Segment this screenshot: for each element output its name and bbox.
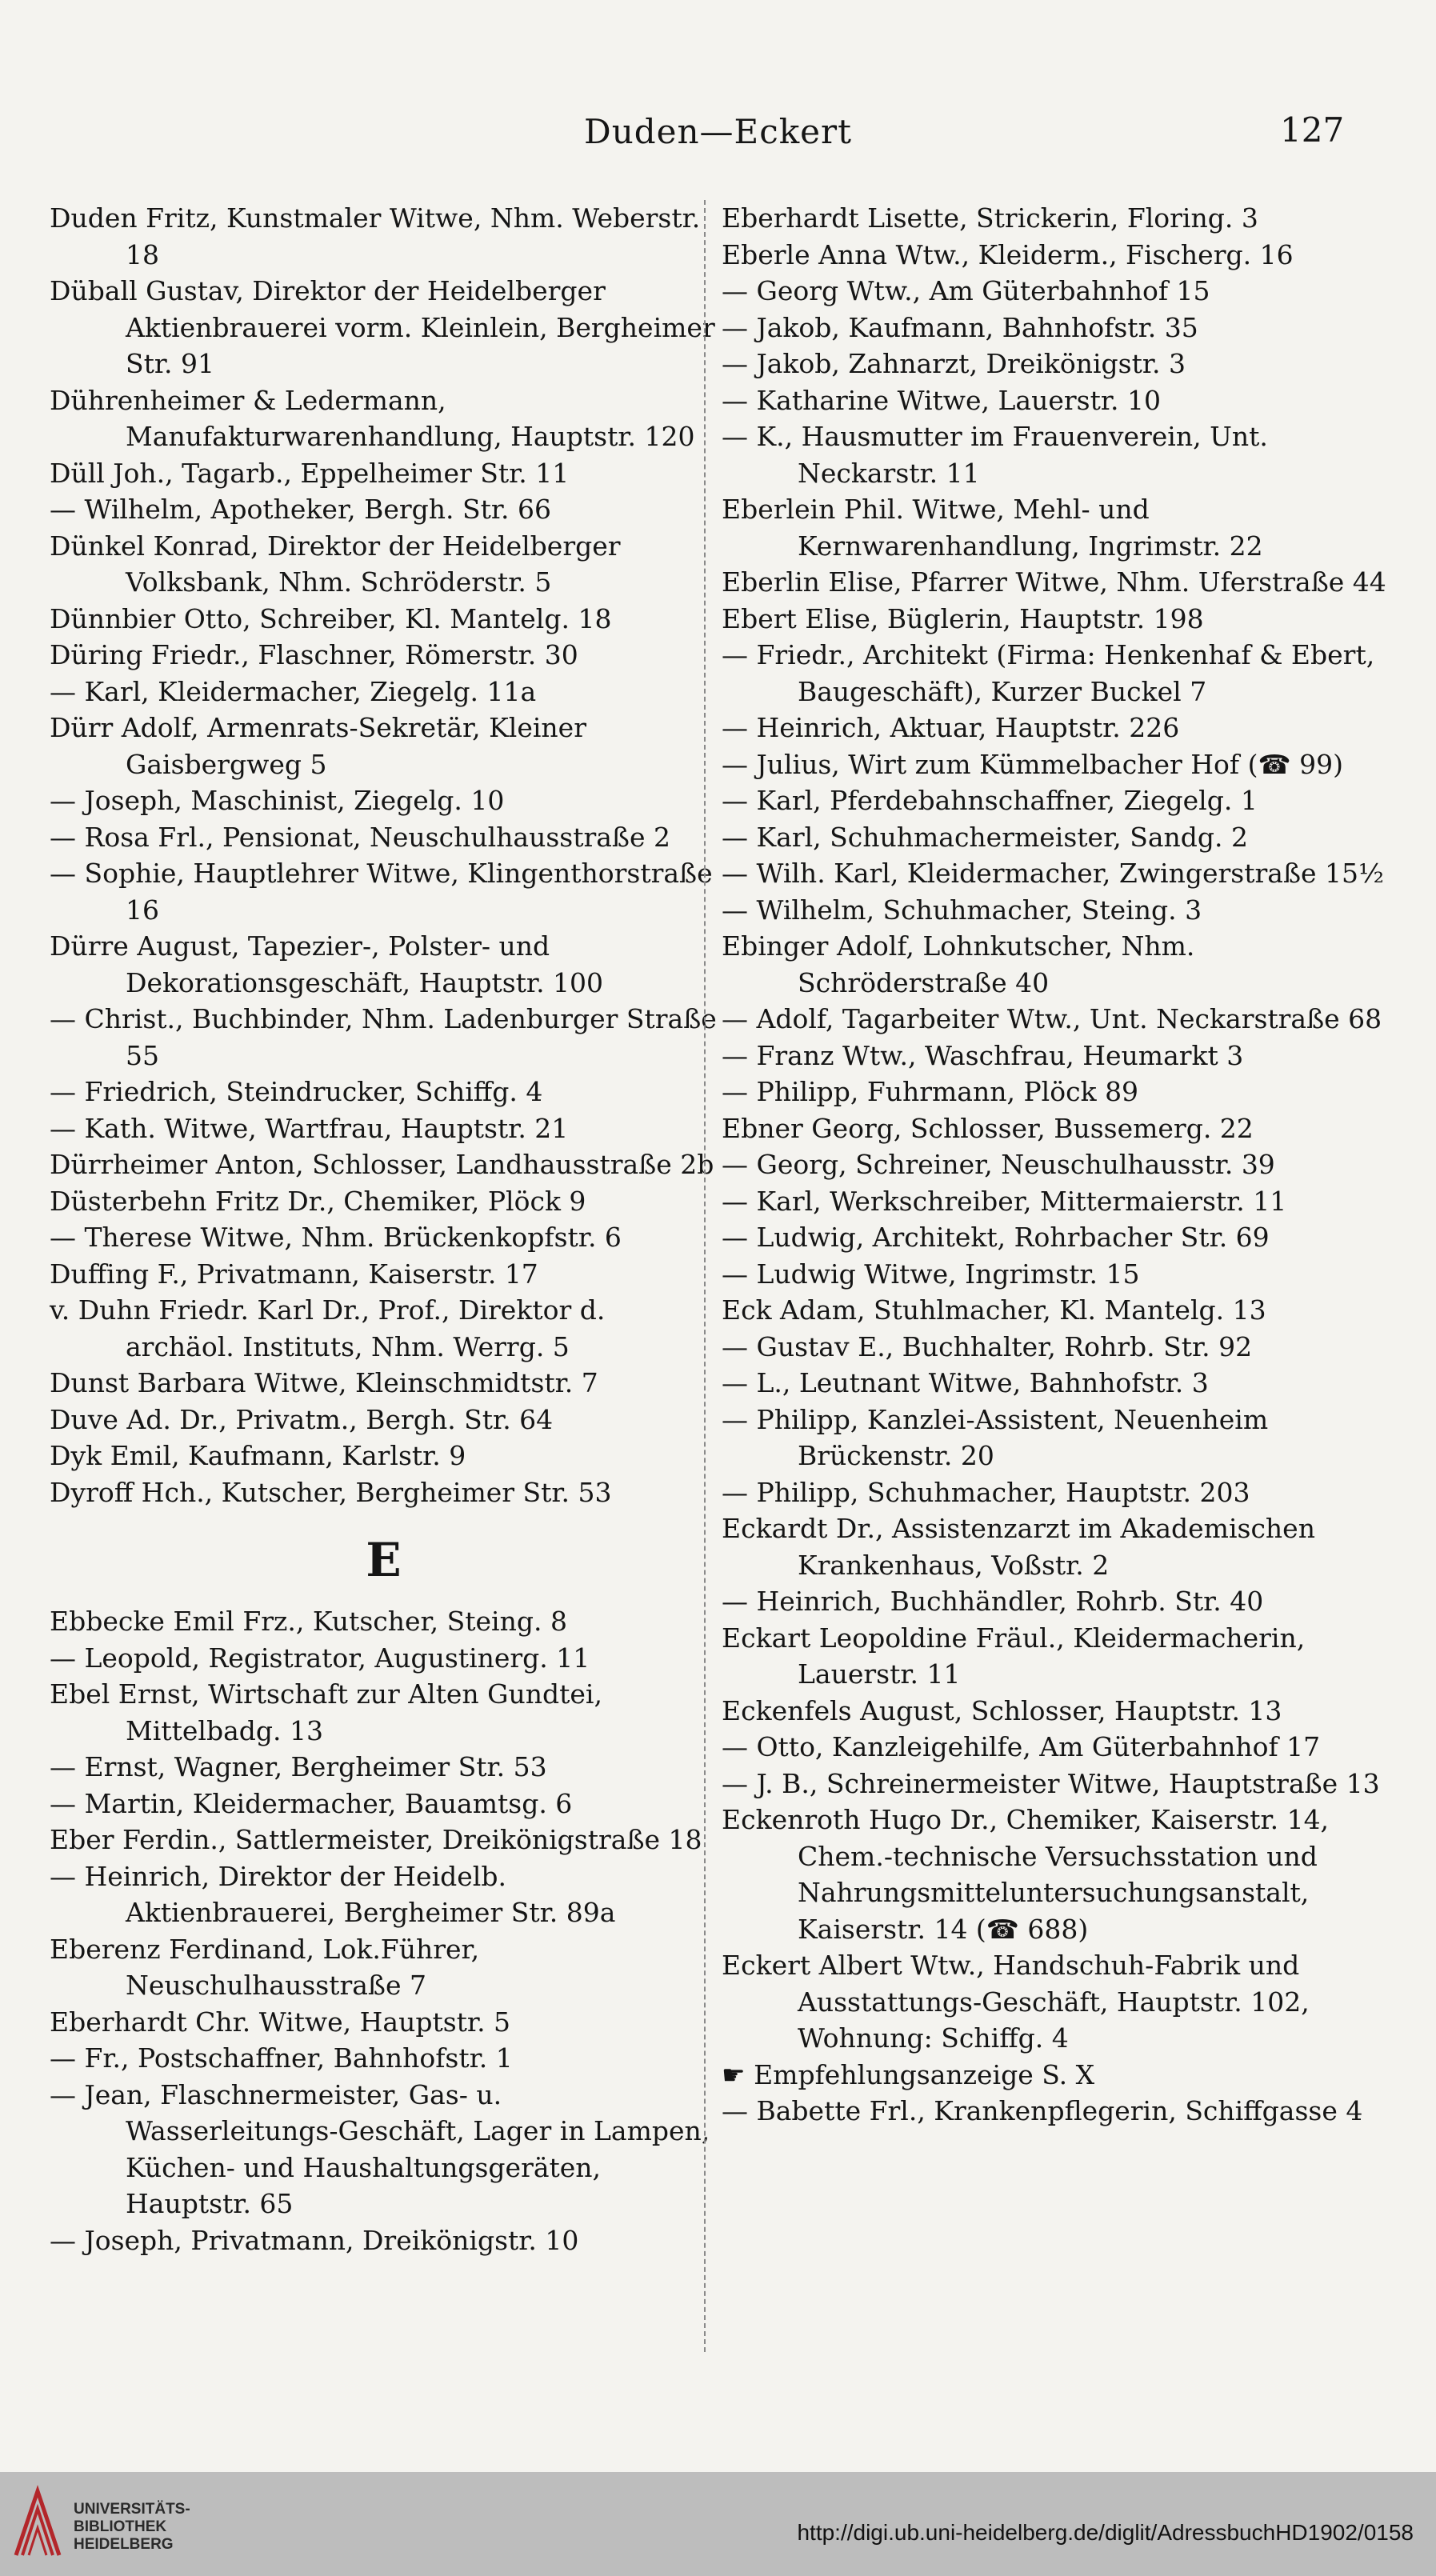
directory-entry: — Jakob, Zahnarzt, Dreikönigstr. 3 [722,348,1186,379]
library-name: UNIVERSITÄTS- BIBLIOTHEK HEIDELBERG [74,2501,190,2553]
directory-entry: Eckenroth Hugo Dr., Chemiker, Kaiserstr. 14, Chem.-technische Versuchsstation und Nahrungsmitteluntersuchungsanstalt, Kaiserstr. 14 (☎ 688) [722,1804,1330,1945]
directory-entry: — Joseph, Privatmann, Dreikönigstr. 10 [50,2224,579,2256]
directory-entry: — K., Hausmutter im Frauenverein, Unt. Neckarstr. 11 [722,421,1268,489]
source-url-link[interactable]: http://digi.ub.uni-heidelberg.de/diglit/AdressbuchHD1902/0158 [797,2520,1414,2545]
left-column [50,200,718,2258]
directory-entry: — Georg Wtw., Am Güterbahnhof 15 [722,275,1210,306]
directory-entry: Eckart Leopoldine Fräul., Kleidermacherin, Lauerstr. 11 [722,1622,1306,1690]
directory-entry: — Adolf, Tagarbeiter Wtw., Unt. Neckarstraße 68 [722,1003,1382,1034]
directory-entry: Eber Ferdin., Sattlermeister, Dreikönigstraße 18 [50,1824,702,1855]
directory-entry: — Friedr., Architekt (Firma: Henkenhaf & Ebert, Baugeschäft), Kurzer Buckel 7 [722,639,1375,707]
directory-entry: Dürr Adolf, Armenrats-Sekretär, Kleiner Gaisbergweg 5 [50,712,586,780]
directory-entry: Eberle Anna Wtw., Kleiderm., Fischerg. 16 [722,238,1294,270]
directory-entry: — Ernst, Wagner, Bergheimer Str. 53 [50,1751,547,1782]
column-divider [704,200,706,2352]
directory-entry: Düring Friedr., Flaschner, Römerstr. 30 [50,639,578,670]
footer-bar [0,2472,1436,2576]
directory-entry: Eckert Albert Wtw., Handschuh-Fabrik und Ausstattungs-Geschäft, Hauptstr. 102, Wohnung: Schiffg. 4 [722,1950,1310,2054]
directory-entry: Dünnbier Otto, Schreiber, Kl. Mantelg. 18 [50,602,612,634]
directory-entry: Ebinger Adolf, Lohnkutscher, Nhm. Schröderstraße 40 [722,930,1195,998]
directory-entry: v. Duhn Friedr. Karl Dr., Prof., Direktor d. archäol. Instituts, Nhm. Werrg. 5 [50,1294,606,1362]
directory-entry: Eberhardt Chr. Witwe, Hauptstr. 5 [50,2006,511,2038]
directory-entry: — Therese Witwe, Nhm. Brückenkopfstr. 6 [50,1222,622,1253]
directory-entry: — Heinrich, Buchhändler, Rohrb. Str. 40 [722,1586,1264,1617]
directory-entry: — Franz Wtw., Waschfrau, Heumarkt 3 [722,1039,1244,1071]
directory-entry: Eck Adam, Stuhlmacher, Kl. Mantelg. 13 [722,1294,1266,1326]
directory-entry: — Heinrich, Direktor der Heidelb. Aktienbrauerei, Bergheimer Str. 89a [50,1860,616,1928]
directory-entry: Eckardt Dr., Assistenzarzt im Akademischen Krankenhaus, Voßstr. 2 [722,1513,1315,1581]
directory-entry: Eberlein Phil. Witwe, Mehl- und Kernwarenhandlung, Ingrimstr. 22 [722,494,1263,562]
directory-entry: — Jakob, Kaufmann, Bahnhofstr. 35 [722,311,1198,343]
left-entries-e [50,1603,718,2258]
directory-entry: — Karl, Kleidermacher, Ziegelg. 11a [50,675,537,707]
right-column [722,200,1390,2130]
directory-entry: — Ludwig Witwe, Ingrimstr. 15 [722,1258,1140,1290]
directory-entry: — Leopold, Registrator, Augustinerg. 11 [50,1642,590,1674]
page-number: 127 [1280,110,1345,150]
directory-entry: Dürrheimer Anton, Schlosser, Landhausstraße 2b [50,1149,714,1180]
directory-entry: Dunst Barbara Witwe, Kleinschmidtstr. 7 [50,1367,598,1398]
directory-entry: — Gustav E., Buchhalter, Rohrb. Str. 92 [722,1330,1253,1362]
directory-entry: — Martin, Kleidermacher, Bauamtsg. 6 [50,1787,573,1819]
directory-entry: — Philipp, Fuhrmann, Plöck 89 [722,1076,1139,1107]
directory-entry: Duffing F., Privatmann, Kaiserstr. 17 [50,1258,538,1290]
directory-entry: — Jean, Flaschnermeister, Gas- u. Wasserleitungs-Geschäft, Lager in Lampen, Küchen- und Haushaltungsgeräten, Hauptstr. 65 [50,2078,710,2219]
directory-entry: Eckenfels August, Schlosser, Hauptstr. 13 [722,1694,1282,1726]
directory-entry: — Joseph, Maschinist, Ziegelg. 10 [50,785,505,816]
directory-entry: — Karl, Werkschreiber, Mittermaierstr. 11 [722,1185,1287,1217]
university-library-logo-icon [11,2483,64,2563]
directory-entry: — J. B., Schreinermeister Witwe, Hauptstraße 13 [722,1767,1380,1799]
page-title: Duden—Eckert [584,112,852,151]
directory-entry: Dührenheimer & Ledermann, Manufakturwarenhandlung, Hauptstr. 120 [50,384,695,452]
directory-entry: Duden Fritz, Kunstmaler Witwe, Nhm. Weberstr. 18 [50,202,701,270]
directory-entry: Duve Ad. Dr., Privatm., Bergh. Str. 64 [50,1403,554,1435]
directory-entry: ☛ Empfehlungsanzeige S. X [722,2058,1095,2090]
directory-entry: Düll Joh., Tagarb., Eppelheimer Str. 11 [50,457,570,489]
directory-entry: Dünkel Konrad, Direktor der Heidelberger Volksbank, Nhm. Schröderstr. 5 [50,530,621,598]
directory-entry: — Otto, Kanzleigehilfe, Am Güterbahnhof 17 [722,1731,1321,1762]
directory-entry: — Wilhelm, Apotheker, Bergh. Str. 66 [50,494,551,525]
section-letter: E [366,1533,402,1587]
right-entries [722,200,1390,2130]
directory-entry: — Sophie, Hauptlehrer Witwe, Klingenthorstraße 16 [50,858,713,926]
directory-entry: — L., Leutnant Witwe, Bahnhofstr. 3 [722,1367,1209,1398]
directory-entry: — Georg, Schreiner, Neuschulhausstr. 39 [722,1149,1275,1180]
directory-entry: Ebner Georg, Schlosser, Bussemerg. 22 [722,1112,1254,1144]
directory-entry: — Fr., Postschaffner, Bahnhofstr. 1 [50,2042,513,2074]
directory-entry: Eberlin Elise, Pfarrer Witwe, Nhm. Uferstraße 44 [722,566,1386,598]
directory-entry: Ebbecke Emil Frz., Kutscher, Steing. 8 [50,1606,567,1637]
directory-entry: — Friedrich, Steindrucker, Schiffg. 4 [50,1076,543,1107]
directory-entry: — Karl, Schuhmachermeister, Sandg. 2 [722,821,1248,853]
directory-entry: — Philipp, Schuhmacher, Hauptstr. 203 [722,1476,1250,1508]
directory-entry: — Katharine Witwe, Lauerstr. 10 [722,384,1161,416]
directory-entry: — Julius, Wirt zum Kümmelbacher Hof (☎ 99) [722,748,1343,780]
directory-entry: Dyk Emil, Kaufmann, Karlstr. 9 [50,1440,466,1471]
directory-entry: Ebel Ernst, Wirtschaft zur Alten Gundtei, Mittelbadg. 13 [50,1678,602,1746]
directory-entry: — Babette Frl., Krankenpflegerin, Schiffgasse 4 [722,2095,1363,2126]
directory-entry: Dyroff Hch., Kutscher, Bergheimer Str. 53 [50,1476,612,1508]
directory-entry: — Karl, Pferdebahnschaffner, Ziegelg. 1 [722,785,1258,816]
directory-entry: Dürre August, Tapezier-, Polster- und Dekorationsgeschäft, Hauptstr. 100 [50,930,604,998]
left-entries [50,200,718,1510]
directory-entry: Eberenz Ferdinand, Lok.Führer, Neuschulhausstraße 7 [50,1933,480,2001]
directory-entry: Ebert Elise, Büglerin, Hauptstr. 198 [722,602,1204,634]
directory-entry: — Wilh. Karl, Kleidermacher, Zwingerstraße 15½ [722,858,1384,889]
directory-entry: — Philipp, Kanzlei-Assistent, Neuenheim Brückenstr. 20 [722,1403,1269,1471]
directory-entry: — Rosa Frl., Pensionat, Neuschulhausstraße 2 [50,821,670,853]
directory-entry: Eberhardt Lisette, Strickerin, Floring. 3 [722,202,1258,234]
directory-entry: — Heinrich, Aktuar, Hauptstr. 226 [722,712,1180,743]
directory-entry: — Christ., Buchbinder, Nhm. Ladenburger Straße 55 [50,1003,717,1071]
directory-entry: Düball Gustav, Direktor der Heidelberger Aktienbrauerei vorm. Kleinlein, Bergheimer Str. 91 [50,275,715,379]
directory-entry: — Wilhelm, Schuhmacher, Steing. 3 [722,894,1202,926]
directory-entry: — Ludwig, Architekt, Rohrbacher Str. 69 [722,1222,1270,1253]
directory-entry: — Kath. Witwe, Wartfrau, Hauptstr. 21 [50,1112,569,1144]
directory-entry: Düsterbehn Fritz Dr., Chemiker, Plöck 9 [50,1185,586,1217]
